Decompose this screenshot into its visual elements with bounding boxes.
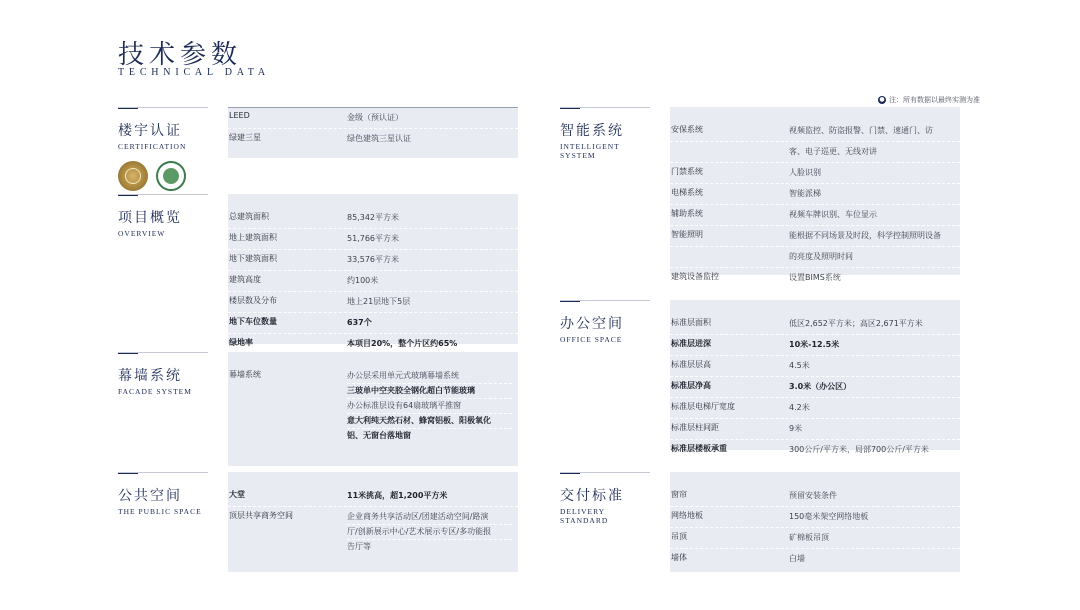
disclaimer-note <box>878 95 980 105</box>
green-building-badge-icon <box>156 161 186 191</box>
row-value: 9米 <box>789 424 803 433</box>
row-value <box>347 366 518 446</box>
row-key: 标准层柱间距 <box>671 423 719 432</box>
public-line: 告厅等 <box>347 539 512 554</box>
info-circle-icon: ● <box>879 96 885 103</box>
row-value: 3.0米（办公区） <box>789 382 852 391</box>
table-row <box>670 356 960 377</box>
section-title: 楼宇认证 <box>118 123 182 139</box>
row-value: 85,342平方米 <box>347 213 399 222</box>
row-key: 标准层楼板承重 <box>671 444 727 453</box>
row-key: 标准层净高 <box>671 381 711 390</box>
table-row <box>670 507 960 528</box>
table-row <box>670 121 960 142</box>
row-key: 安保系统 <box>671 125 703 134</box>
row-key <box>670 142 789 162</box>
table-row <box>670 142 960 163</box>
section-title: 幕墙系统 <box>118 368 182 384</box>
row-key: 总建筑面积 <box>229 212 269 221</box>
section-subtitle: INTELLIGENT SYSTEM <box>560 142 620 160</box>
intelligent-table <box>670 107 960 282</box>
table-row <box>670 549 960 569</box>
row-key: 大堂 <box>229 490 245 499</box>
table-row <box>670 528 960 549</box>
row-value: 4.2米 <box>789 403 810 412</box>
section-title: 办公空间 <box>560 316 624 332</box>
row-key: 标准层进深 <box>671 339 711 348</box>
table-row <box>228 229 518 250</box>
page-title: 技术参数 <box>118 40 243 70</box>
section-overview-heading <box>118 194 213 238</box>
table-row <box>228 108 518 129</box>
table-row <box>670 314 960 335</box>
table-row <box>670 226 960 247</box>
facade-line: 意大利纯天然石材、蜂窝铝板、阳极氧化 <box>347 413 512 428</box>
section-subtitle: FACADE SYSTEM <box>118 387 192 396</box>
row-value: 智能派梯 <box>789 189 821 198</box>
section-title: 智能系统 <box>560 123 624 139</box>
section-subtitle: OFFICE SPACE <box>560 335 623 344</box>
section-subtitle: DELIVERY STANDARD <box>560 507 609 525</box>
table-row <box>228 486 518 507</box>
row-value: 51,766平方米 <box>347 234 399 243</box>
row-key <box>670 247 789 267</box>
row-key: 绿地率 <box>229 338 253 347</box>
table-row <box>670 486 960 507</box>
table-row <box>670 398 960 419</box>
row-value: 的亮度及照明时间 <box>789 252 853 261</box>
row-key: LEED <box>229 111 250 120</box>
section-intelligent-heading <box>560 107 655 160</box>
row-key: 吊顶 <box>671 532 687 541</box>
disclaimer-text: 注：所有数据以最终实测为准 <box>889 96 980 104</box>
row-value: 矿棉板吊顶 <box>789 533 829 542</box>
table-row <box>670 268 960 288</box>
row-key: 顶层共享商务空间 <box>229 511 293 520</box>
table-row <box>670 247 960 268</box>
row-value: 637个 <box>347 318 372 327</box>
facade-line: 办公层采用单元式玻璃幕墙系统 <box>347 371 459 380</box>
table-row <box>228 129 518 149</box>
table-row <box>670 377 960 398</box>
table-row <box>670 335 960 356</box>
row-key: 建筑高度 <box>229 275 261 284</box>
row-value: 金级（预认证） <box>347 113 403 122</box>
delivery-table <box>670 472 960 572</box>
row-key: 地下车位数量 <box>229 317 277 326</box>
row-value: 人脸识别 <box>789 168 821 177</box>
row-value: 本项目20%，整个片区约65% <box>347 339 458 348</box>
row-key: 标准层电梯厅宽度 <box>671 402 735 411</box>
section-office-heading <box>560 300 655 344</box>
row-value: 4.5米 <box>789 361 810 370</box>
row-key: 智能照明 <box>671 230 703 239</box>
table-row <box>228 208 518 229</box>
table-row <box>228 292 518 313</box>
row-key: 地下建筑面积 <box>229 254 277 263</box>
public-table <box>228 472 518 572</box>
row-key: 地上建筑面积 <box>229 233 277 242</box>
section-delivery-heading <box>560 472 655 525</box>
facade-table <box>228 352 518 466</box>
table-row <box>228 366 518 446</box>
section-title: 公共空间 <box>118 488 182 504</box>
row-value: 33,576平方米 <box>347 255 399 264</box>
row-value: 客、电子巡更、无线对讲 <box>789 147 877 156</box>
row-key: 标准层层高 <box>671 360 711 369</box>
page-subtitle: TECHNICAL DATA <box>118 67 270 78</box>
section-public-heading <box>118 472 213 516</box>
row-value: 绿色建筑三星认证 <box>347 134 411 143</box>
row-key: 网络地板 <box>671 511 703 520</box>
leed-gold-badge-icon <box>118 161 148 191</box>
section-subtitle: THE PUBLIC SPACE <box>118 507 202 516</box>
table-row <box>228 334 518 354</box>
row-value: 11米挑高，超1,200平方米 <box>347 491 448 500</box>
row-value: 能根据不同场景及时段，科学控制照明设备 <box>789 231 941 240</box>
row-value: 150毫米架空网络地板 <box>789 512 869 521</box>
row-value: 地上21层地下5层 <box>347 297 411 306</box>
public-line: 企业商务共享活动区/团建活动空间/路演 <box>347 512 489 521</box>
table-row <box>670 205 960 226</box>
row-key: 建筑设备监控 <box>671 272 719 281</box>
row-value: 预留安装条件 <box>789 491 837 500</box>
facade-line: 办公标准层设有64扇玻璃平推窗 <box>347 398 512 413</box>
section-certification-heading <box>118 107 213 191</box>
public-line: 厅/创新展示中心/艺术展示专区/多功能报 <box>347 524 512 539</box>
row-key: 门禁系统 <box>671 167 703 176</box>
row-value: 白墙 <box>789 554 805 563</box>
row-key: 窗帘 <box>671 490 687 499</box>
row-key: 幕墙系统 <box>229 370 261 379</box>
row-value: 设置BIMS系统 <box>789 273 841 282</box>
section-facade-heading <box>118 352 213 396</box>
row-key: 辅助系统 <box>671 209 703 218</box>
table-row <box>228 250 518 271</box>
row-value: 约100米 <box>347 276 379 285</box>
section-title: 交付标准 <box>560 488 624 504</box>
overview-table <box>228 194 518 348</box>
table-row <box>228 507 518 557</box>
row-value <box>347 507 518 557</box>
facade-line: 铝、无窗台落地窗 <box>347 428 512 443</box>
facade-line: 三玻单中空夹胶全钢化超白节能玻璃 <box>347 383 512 398</box>
table-row <box>228 271 518 292</box>
section-subtitle: CERTIFICATION <box>118 142 187 151</box>
row-key: 墙体 <box>671 553 687 562</box>
row-value: 低区2,652平方米；高区2,671平方米 <box>789 319 923 328</box>
row-key: 楼层数及分布 <box>229 296 277 305</box>
row-key: 电梯系统 <box>671 188 703 197</box>
row-key: 标准层面积 <box>671 318 711 327</box>
table-row <box>670 163 960 184</box>
office-table <box>670 300 960 454</box>
row-value: 300公斤/平方米，局部700公斤/平方米 <box>789 445 929 454</box>
section-title: 项目概览 <box>118 210 182 226</box>
table-row <box>670 419 960 440</box>
row-key: 绿建三星 <box>229 133 261 142</box>
table-row <box>670 440 960 460</box>
row-value: 视频监控、防盗报警、门禁、速通门、访 <box>789 126 933 135</box>
table-row <box>228 313 518 334</box>
table-row <box>670 184 960 205</box>
section-subtitle: OVERVIEW <box>118 229 166 238</box>
row-value: 10米-12.5米 <box>789 340 840 349</box>
certification-table <box>228 107 518 158</box>
row-value: 视频车牌识别、车位显示 <box>789 210 877 219</box>
